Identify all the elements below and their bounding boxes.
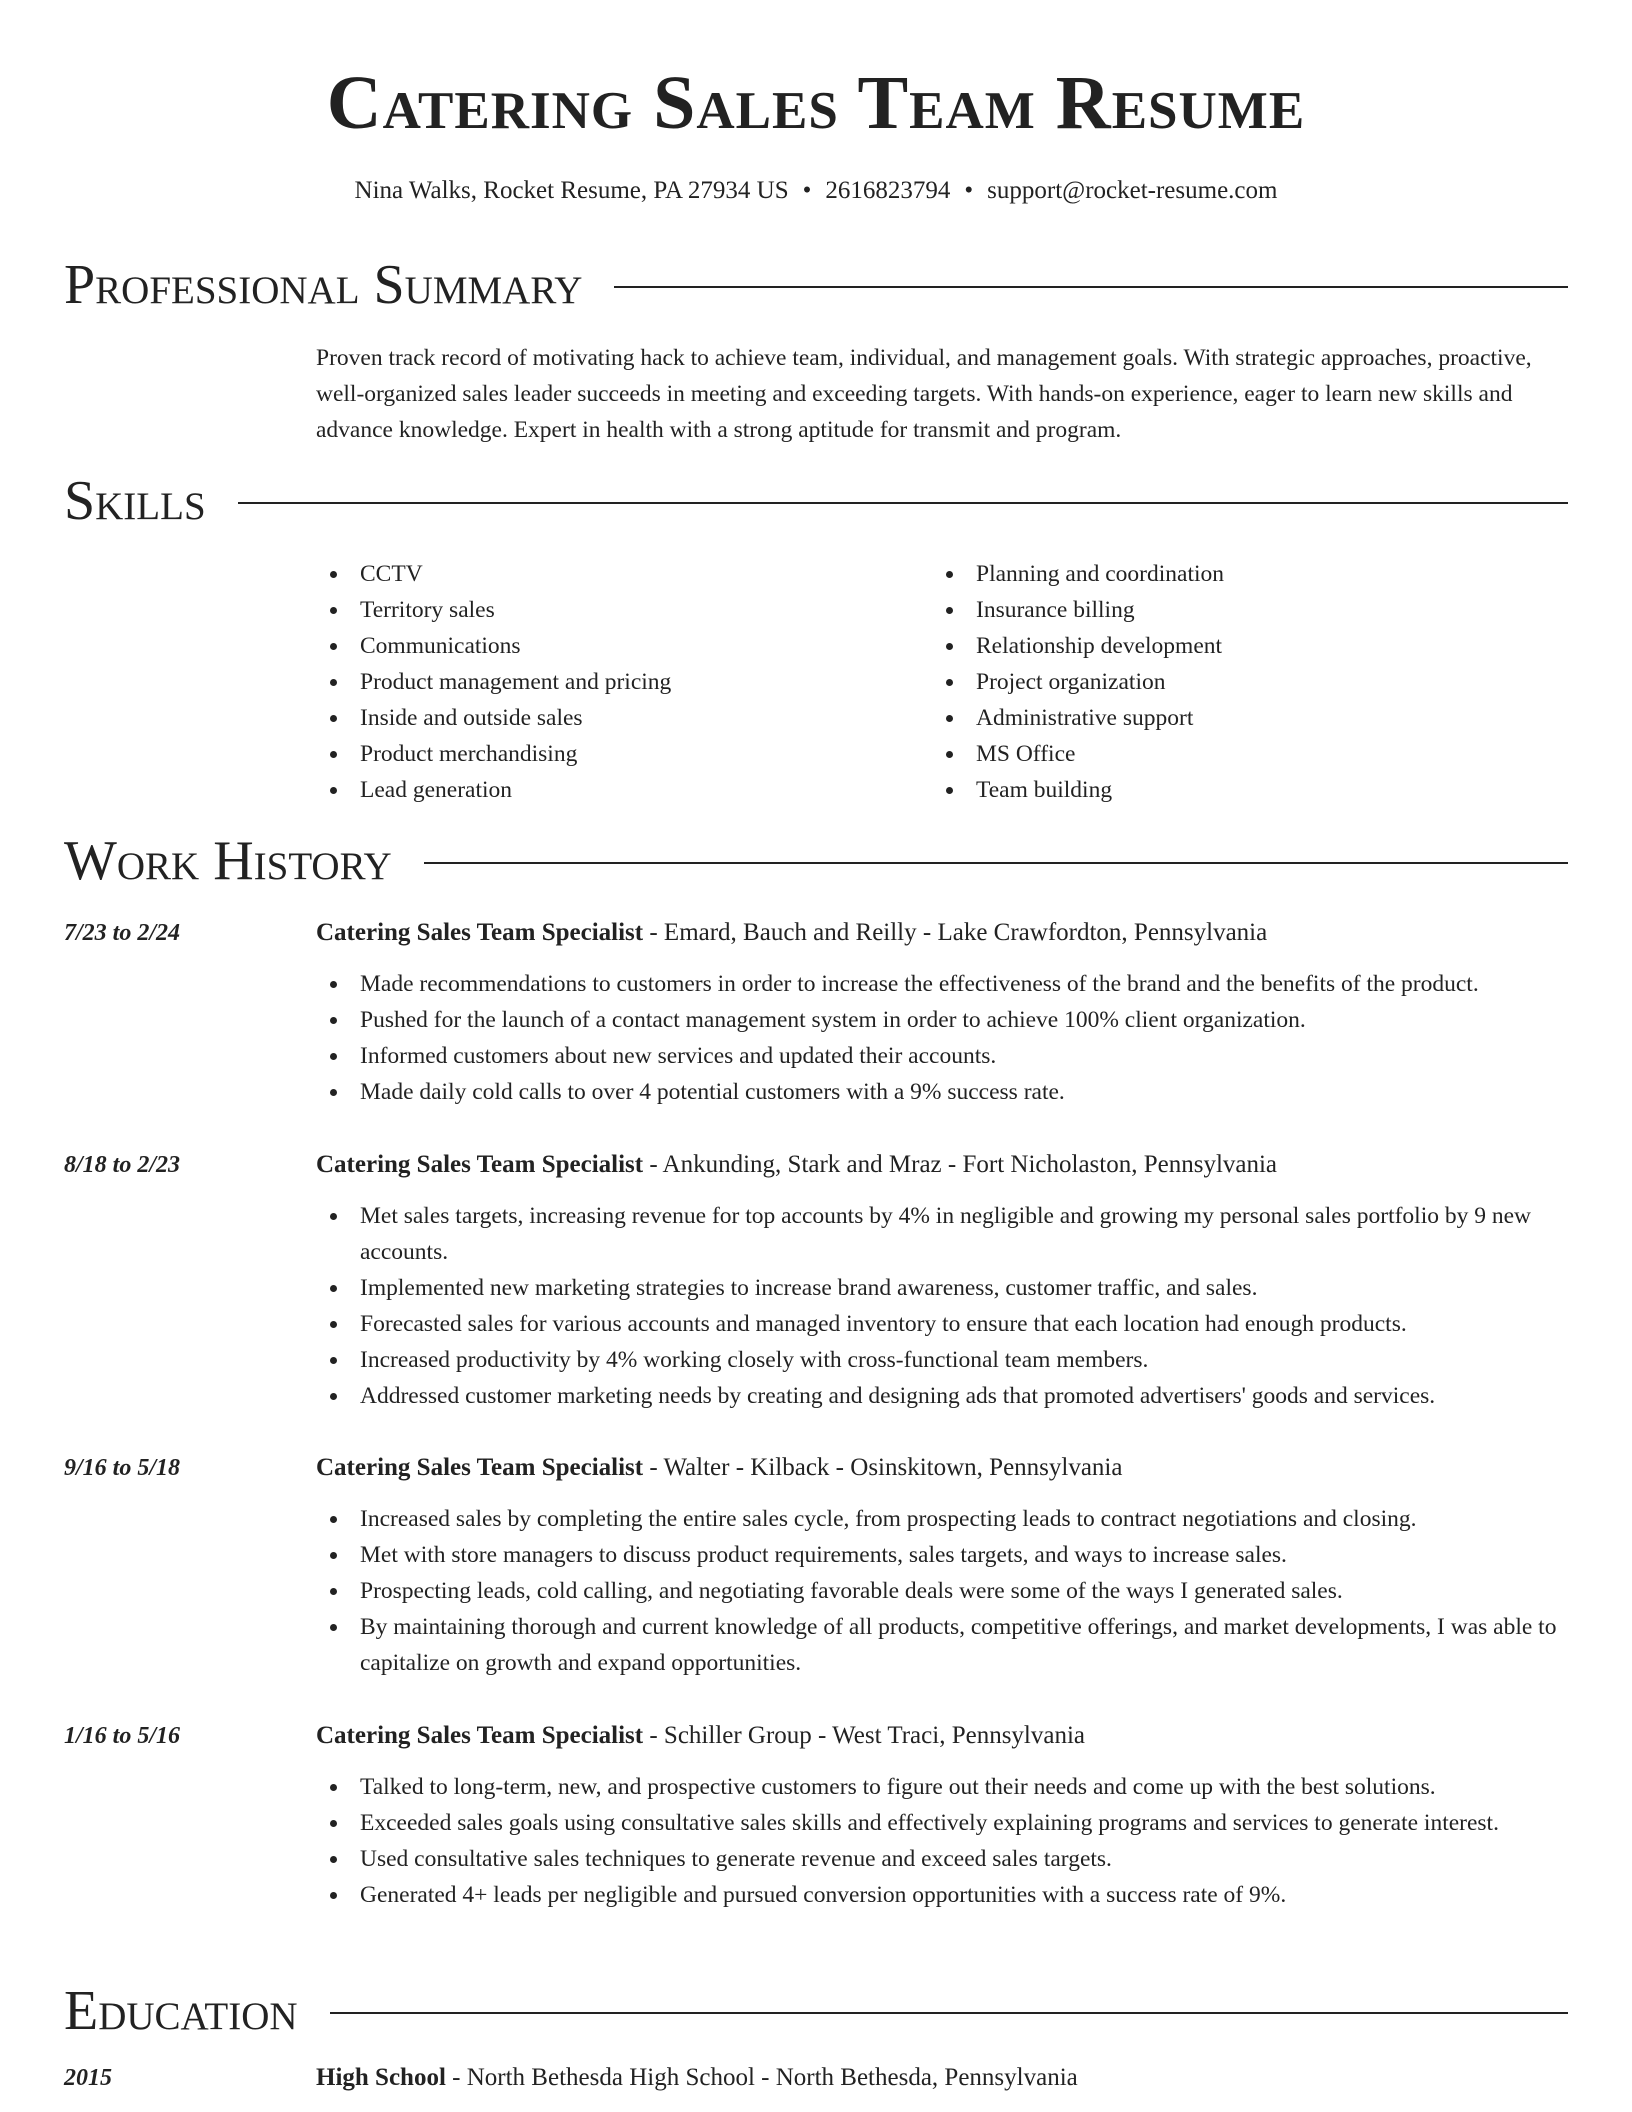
job-bullets [316,1501,1568,1681]
section-divider [238,502,1568,504]
skill-item: Lead generation [316,772,932,808]
skill-item: Insurance billing [932,592,1548,628]
job-details: - Schiller Group - West Traci, Pennsylvania [643,1722,1086,1749]
job-bullet: Addressed customer marketing needs by creating and designing ads that promoted advertisers' goods and services. [316,1378,1568,1414]
job-bullet: By maintaining thorough and current knowledge of all products, competitive offerings, and market developments, I was able to capitalize on growth and expand opportunities. [316,1609,1568,1681]
summary-text: Proven track record of motivating hack to achieve team, individual, and management goals. With strategic approaches, proactive, well-organized sales leader succeeds in meeting and exceeding targets. With hands-on experience, eager to learn new skills and advance knowledge. Expert in health with a strong aptitude for transmit and program. [316,345,1532,443]
education-date: 2015 [64,2065,112,2091]
job-bullet: Increased sales by completing the entire sales cycle, from prospecting leads to contract negotiations and closing. [316,1501,1568,1537]
skill-item: Product management and pricing [316,664,932,700]
job-title: Catering Sales Team Specialist [316,1722,644,1749]
education-title: High School [316,2064,446,2091]
job-bullet: Forecasted sales for various accounts and managed inventory to ensure that each location had enough products. [316,1306,1568,1342]
job-bullet: Informed customers about new services and updated their accounts. [316,1038,1568,1074]
job-bullet: Exceeded sales goals using consultative sales skills and effectively explaining programs and services to generate interest. [316,1805,1568,1841]
education-section-header [64,1978,1568,2044]
job-heading [316,1719,1568,1753]
job-bullet: Prospecting leads, cold calling, and negotiating favorable deals were some of the ways I generated sales. [316,1573,1568,1609]
contact-email: support@rocket-resume.com [987,177,1278,204]
contact-address: Nina Walks, Rocket Resume, PA 27934 US [354,177,789,204]
skill-item: Communications [316,628,932,664]
section-divider [424,862,1568,864]
job-date: 1/16 to 5/16 [64,1723,181,1749]
job-bullet: Talked to long-term, new, and prospective customers to figure out their needs and come up with the best solutions. [316,1769,1568,1805]
job-date: 7/23 to 2/24 [64,920,181,946]
skills-column-left [316,556,932,808]
section-title: Work History [64,830,392,892]
skill-item: Planning and coordination [932,556,1548,592]
job-bullet: Pushed for the launch of a contact management system in order to achieve 100% client organization. [316,1002,1568,1038]
skill-item: Relationship development [932,628,1548,664]
skill-item: MS Office [932,736,1548,772]
job-bullet: Increased productivity by 4% working closely with cross-functional team members. [316,1342,1568,1378]
job-bullet: Met with store managers to discuss product requirements, sales targets, and ways to increase sales. [316,1537,1568,1573]
job-details: - Emard, Bauch and Reilly - Lake Crawfordton, Pennsylvania [643,919,1268,946]
education-heading [316,2061,1568,2095]
section-divider [330,2012,1568,2014]
job-bullet: Implemented new marketing strategies to increase brand awareness, customer traffic, and sales. [316,1270,1568,1306]
job-bullet: Used consultative sales techniques to generate revenue and exceed sales targets. [316,1841,1568,1877]
section-title: Professional Summary [64,254,583,316]
job-bullet: Made daily cold calls to over 4 potential customers with a 9% success rate. [316,1074,1568,1110]
job-entry [64,916,1568,1110]
job-title: Catering Sales Team Specialist [316,1151,644,1178]
skill-item: CCTV [316,556,932,592]
job-title: Catering Sales Team Specialist [316,1454,644,1481]
job-bullet: Made recommendations to customers in order to increase the effectiveness of the brand and the benefits of the product. [316,966,1568,1002]
job-bullets [316,966,1568,1110]
job-heading [316,1451,1568,1485]
skills-list [316,556,1568,808]
summary-section-header [64,252,1568,318]
section-title: Education [64,1980,298,2042]
skill-item: Administrative support [932,700,1548,736]
job-entry [64,1451,1568,1681]
job-heading [316,1148,1568,1182]
job-details: - Walter - Kilback - Osinskitown, Pennsylvania [643,1454,1123,1481]
document-title: Catering Sales Team Resume [326,61,1306,145]
job-date: 9/16 to 5/18 [64,1455,181,1481]
skill-item: Product merchandising [316,736,932,772]
job-date: 8/18 to 2/23 [64,1152,181,1178]
job-entry [64,1148,1568,1414]
contact-separator: • [802,177,812,204]
work-section-header [64,828,1568,894]
education-details: - North Bethesda High School - North Bethesda, Pennsylvania [445,2064,1078,2091]
section-divider [614,286,1568,288]
skill-item: Inside and outside sales [316,700,932,736]
contact-separator: • [964,177,974,204]
contact-line [0,174,1632,208]
job-title: Catering Sales Team Specialist [316,919,644,946]
section-title: Skills [64,470,206,532]
job-bullets [316,1198,1568,1414]
job-entry [64,1719,1568,1913]
job-details: - Ankunding, Stark and Mraz - Fort Nicholaston, Pennsylvania [643,1151,1278,1178]
job-bullet: Generated 4+ leads per negligible and pursued conversion opportunities with a success rate of 9%. [316,1877,1568,1913]
skill-item: Territory sales [316,592,932,628]
education-entry [64,2061,1568,2095]
job-heading [316,916,1568,950]
skill-item: Project organization [932,664,1548,700]
skills-section-header [64,468,1568,534]
skill-item: Team building [932,772,1548,808]
job-bullet: Met sales targets, increasing revenue for top accounts by 4% in negligible and growing my personal sales portfolio by 9 new accounts. [316,1198,1568,1270]
contact-phone: 2616823794 [825,177,951,204]
job-bullets [316,1769,1568,1913]
skills-column-right [932,556,1548,808]
